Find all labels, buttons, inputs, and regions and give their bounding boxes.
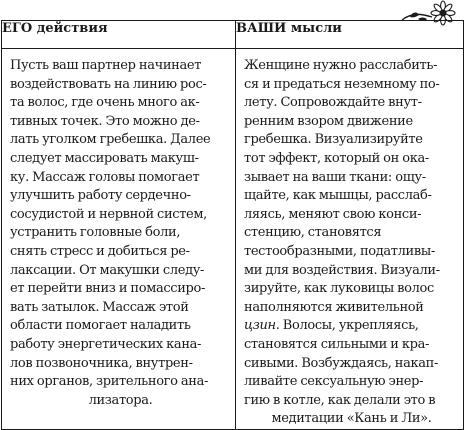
text-line: тестообразными, податливы- — [244, 243, 435, 259]
text-line: лать уголком гребешка. Далее — [10, 132, 211, 148]
text-line: щайте, как мышцы, расслаб- — [244, 188, 432, 204]
text-line: медитации «Кань и Ли». — [271, 411, 432, 427]
text-line: сивыми. Возбуждаясь, накап- — [244, 355, 439, 371]
text-line: гребешка. Визуализируйте — [244, 132, 423, 148]
text-line: тивных точек. Это можно де- — [10, 113, 200, 129]
your-thoughts-cell — [236, 49, 464, 430]
text-line: зывает на ваши ткани: ощу- — [244, 169, 426, 185]
text-line: ляясь, меняют свою конси- — [244, 206, 422, 222]
italic-term: цзин — [244, 318, 276, 334]
his-actions-text — [2, 49, 235, 410]
header-his-actions: ЕГО действия — [2, 21, 236, 49]
text-line: лету. Сопровождайте внут- — [244, 95, 422, 111]
text-line: воздействовать на линию рос- — [10, 76, 207, 92]
header-your-thoughts: ВАШИ мысли — [236, 21, 464, 49]
text-line: ет перейти вниз и помассиро- — [10, 281, 206, 297]
text-line: зируйте, как луковицы волос — [244, 281, 434, 297]
text-line: следует массировать макуш- — [10, 150, 199, 166]
text-line: работу энергетических кана- — [10, 336, 202, 352]
text-line: лизатора. — [88, 392, 153, 408]
text-line-rest: . Волосы, укрепляясь, — [275, 318, 419, 334]
your-thoughts-text — [236, 49, 463, 429]
text-line: них органов, зрительного ана- — [10, 374, 209, 390]
text-line: ренним взором движение — [244, 113, 413, 129]
text-line: сосудистой и нервной систем, — [10, 206, 207, 222]
comparison-table — [1, 20, 464, 430]
his-actions-cell — [2, 49, 236, 430]
text-line: Пусть ваш партнер начинает — [10, 58, 202, 73]
text-line: Женщине нужно расслабить- — [244, 58, 438, 73]
text-line: области помогает наладить — [10, 318, 191, 334]
text-line: ку. Массаж головы помогает — [10, 169, 200, 185]
text-line: вать затылок. Массаж этой — [10, 299, 189, 315]
text-line: ся и предаться неземному по- — [244, 76, 440, 92]
text-line: лаксации. От макушки следу- — [10, 262, 205, 278]
text-line: гию в котле, как делали это в — [244, 392, 436, 408]
text-line: ливайте сексуальную энер- — [244, 374, 424, 390]
text-line: наполняются живительной — [244, 299, 424, 315]
text-line: становятся сильными и кра- — [244, 336, 430, 352]
text-line: стенцию, становятся — [244, 225, 382, 241]
text-line: ми для воздействия. Визуали- — [244, 262, 440, 278]
text-line: та волос, где очень много ак- — [10, 95, 200, 111]
text-line: устранить головные боли, — [10, 225, 181, 241]
text-line: лов позвоночника, внутрен- — [10, 355, 193, 371]
text-line: тот эффект, который он ока- — [244, 150, 429, 166]
text-line — [244, 317, 459, 336]
text-line: улучшить работу сердечно- — [10, 188, 191, 204]
text-line: снять стресс и добиться ре- — [10, 243, 190, 259]
